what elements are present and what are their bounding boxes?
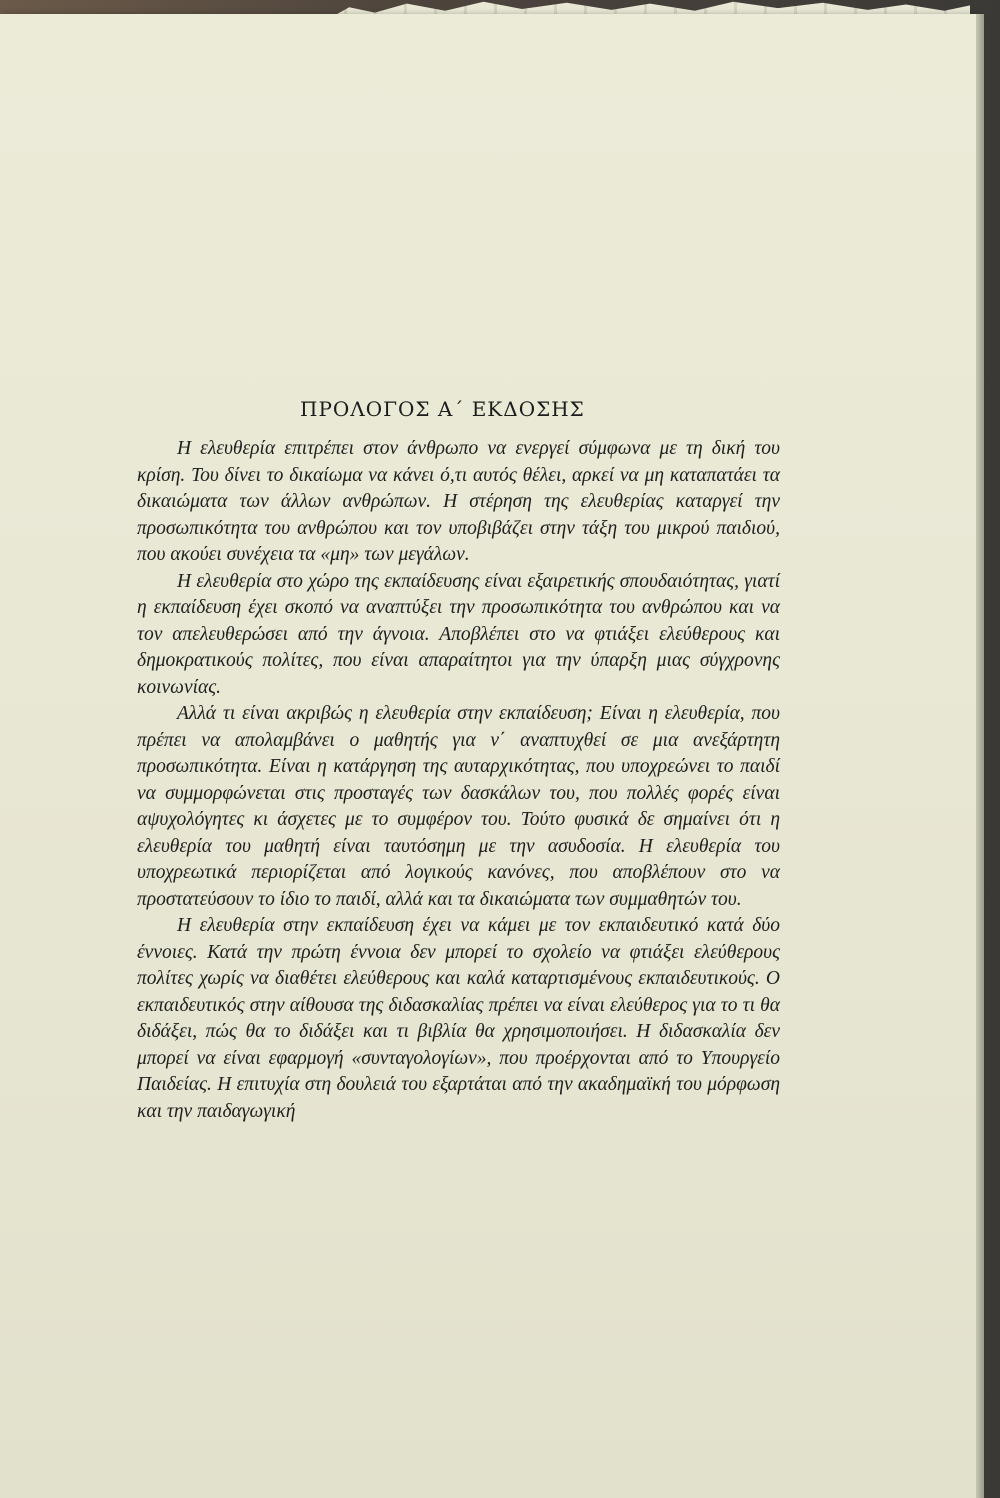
paragraph-2: Η ελευθερία στο χώρο της εκπαίδευσης είναι εξαιρετικής σπουδαιότητας, γιατί η εκπαίδευση έχει σκοπό να αναπτύξει την προσωπικότητα του ανθρώπου και να τον απελευθερώσει από την άγνοια. Αποβλέπει στο να φτιάξει ελεύθερους και δημοκρατικούς πολίτες, που είναι απαραίτητοι για την ύπαρξη μιας σύγχρονης κοινωνίας.: [137, 570, 780, 698]
paragraph-4: Η ελευθερία στην εκπαίδευση έχει να κάμει με τον εκπαιδευτικό κατά δύο έννοιες. Κατά την πρώτη έννοια δεν μπορεί το σχολείο να φτιάξει ελεύθερους πολίτες χωρίς να διαθέτει ελεύθερους και καλά καταρτισμένους εκπαιδευτικούς. Ο εκπαιδευτικός στην αίθουσα της διδασκαλίας πρέπει να είναι ελεύθερος για το τι θα διδάξει, πώς θα το διδάξει και τι βιβλία θα χρησιμοποιήσει. Η διδασκαλία δεν μπορεί να είναι εφαρμογή «συνταγολογίων», που προέρχονται από το Υπουργείο Παιδείας. Η επιτυχία στη δουλειά του εξαρτάται από την ακαδημαϊκή του μόρφωση και την παιδαγωγική: [137, 915, 780, 1122]
paragraph-3: Αλλά τι είναι ακριβώς η ελευθερία στην εκπαίδευση; Είναι η ελευθερία, που πρέπει να απολαμβάνει ο μαθητής για ν΄ αναπτυχθεί σε μια ανεξάρτητη προσωπικότητα. Είναι η κατάργηση της αυταρχικότητας, που υποχρεώνει το παιδί να συμμορφώνεται στις προσταγές των δασκάλων του, που πολλές φορές είναι αψυχολόγητες κι άσχετες με το συμφέρον του. Τούτο φυσικά δε σημαίνει ότι η ελευθερία του μαθητή είναι ταυτόσημη με την ασυδοσία. Η ελευθερία του υποχρεωτικά περιορίζεται από λογικούς κανόνες, που αποβλέπουν στο να προστατεύσουν το ίδιο το παιδί, αλλά και τα δικαιώματα των συμμαθητών του.: [137, 703, 780, 910]
page-title: ΠΡΟΛΟΓΟΣ Α΄ ΕΚΔΟΣΗΣ: [300, 397, 585, 421]
body-text: [137, 436, 780, 1125]
page-edge: [976, 14, 984, 1498]
paragraph-1: Η ελευθερία επιτρέπει στον άνθρωπο να ενεργεί σύμφωνα με τη δική του κρίση. Του δίνει το δικαίωμα να κάνει ό,τι αυτός θέλει, αρκεί να μη καταπατάει τα δικαιώματα των άλλων ανθρώπων. Η στέρηση της ελευθερίας καταργεί την προσωπικότητα του ανθρώπου και τον υποβιβάζει στην τάξη του μικρού παιδιού, που ακούει συνέχεια τα «μη» των μεγάλων.: [137, 438, 780, 565]
